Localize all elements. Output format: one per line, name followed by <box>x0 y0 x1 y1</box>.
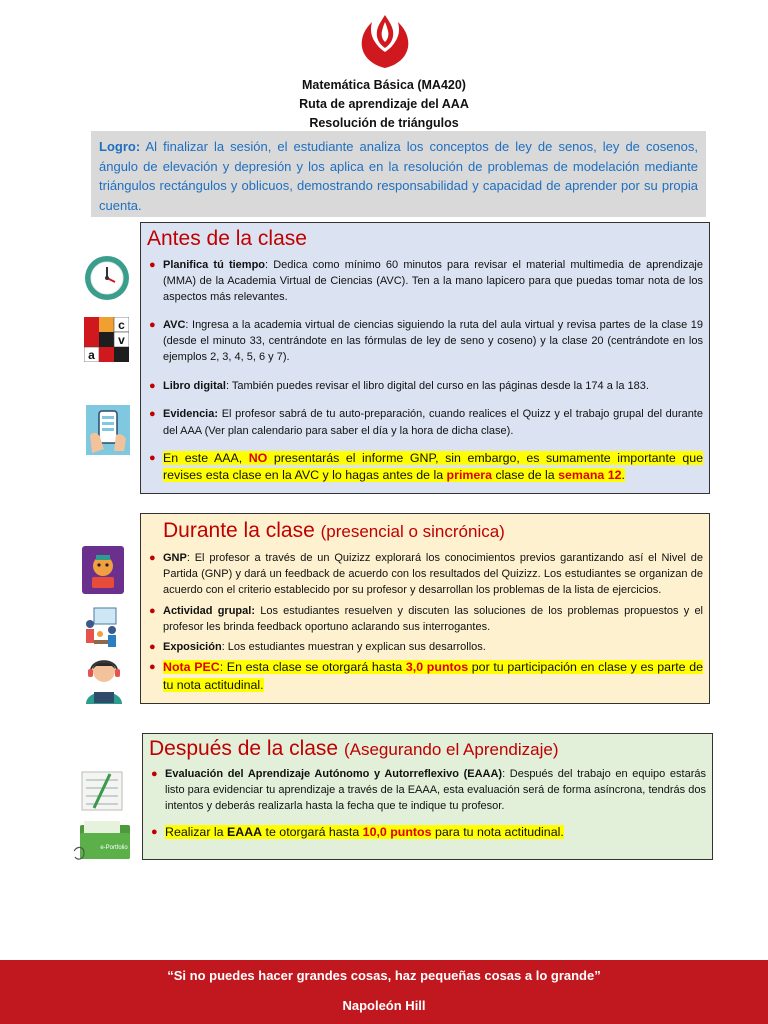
item-text: : Después del trabajo en equipo estarás listo para evidenciar tu aprendizaje a través de la EAAA, esta evaluación será de forma asíncrona, tendrás dos intentos y deberás realizarla hasta la fecha que te indique tu profesor. <box>165 768 706 813</box>
notebook-math-icon <box>80 770 124 812</box>
avc-logo-icon <box>84 317 129 362</box>
avc-letter-v: v <box>118 333 125 347</box>
route-title: Ruta de aprendizaje del AAA <box>299 97 469 111</box>
note-no: NO <box>248 450 268 465</box>
eportfolio-label: e-Portfolio <box>100 845 128 851</box>
avc-letter-a: a <box>88 348 95 362</box>
note-text: : En esta clase se otorgará hasta <box>219 660 406 675</box>
list-item: ● GNP: El profesor a través de un Quizizz explorará los conocimientos previos garantizando así el Nivel de Partida (GNP) y dará un feedback de acuerdo con los resultados del Quizizz. Los estudiantes se organizan de acuerdo con el criterio establecido por su profesor y desarrollan los problemas de la lista de ejercicios. <box>149 552 703 597</box>
phone-hand-icon <box>86 405 130 455</box>
note-text: presentarás el informe GNP, sin embargo, es sumamente importante que revises esta clase en la AVC y lo hagas antes de la <box>163 450 703 483</box>
avc-letter-c: c <box>118 318 125 332</box>
list-item: ● Evidencia: El profesor sabrá de tu auto-preparación, cuando realices el Quizz y el trabajo grupal del durante del AAA (Ver plan calendario para saber el día y la hora de dicha clase). <box>149 408 703 437</box>
durante-title: Durante la clase <box>163 519 315 542</box>
item-text: : También puedes revisar el libro digital del curso en las páginas desde la 174 a la 183. <box>225 380 649 393</box>
antes-note: ● En este AAA, NO presentarás el informe GNP, sin embargo, es sumamente importante que revises esta clase en la AVC y lo hagas antes de la primera clase de la semana 12. <box>149 450 703 483</box>
durante-panel <box>140 513 710 704</box>
note-label: Nota PEC <box>163 660 220 675</box>
logro-label: Logro: <box>99 139 141 154</box>
item-label: Planifica tú tiempo <box>163 259 266 271</box>
group-activity-icon <box>80 604 124 654</box>
course-title: Matemática Básica (MA420) <box>302 78 466 92</box>
note-points: 3,0 puntos <box>405 660 469 675</box>
item-text: El profesor sabrá de tu auto-preparación, cuando realices el Quizz y el trabajo grupal del durante del AAA (Ver plan calendario para saber el día y la hora de dicha clase). <box>163 408 703 437</box>
note-text: clase de la <box>492 468 559 483</box>
despues-title: Después de la clase <box>149 737 339 760</box>
note-points: 10,0 puntos <box>362 824 432 839</box>
note-text: te otorgará hasta <box>262 824 363 839</box>
eportfolio-folder-icon <box>74 819 131 861</box>
durante-list <box>147 550 703 694</box>
item-label: Evidencia: <box>163 408 219 421</box>
note-eaaa: EAAA <box>226 824 263 839</box>
antes-panel <box>140 222 710 494</box>
item-label: Exposición <box>163 641 222 654</box>
list-item: ● Exposición: Los estudiantes muestran y explican sus desarrollos. <box>149 641 486 654</box>
note-semana: semana 12 <box>558 468 622 483</box>
footer-band <box>0 960 768 1024</box>
antes-title: Antes de la clase <box>147 227 307 250</box>
durante-note: ● Nota PEC: En esta clase se otorgará hasta 3,0 puntos por tu participación en clase y es parte de tu nota actitudinal. <box>149 660 703 692</box>
item-text: : Ingresa a la academia virtual de ciencias siguiendo la ruta del aula virtual y revisa partes de la clase 19 (desde el minuto 33, centrándote en las fórmulas de ley de seno y coseno) y la clase 20 (centrándote en los ejemplos 2, 3, 4, 5, 6 y 7). <box>163 318 703 364</box>
note-text: Realizar la <box>165 824 227 839</box>
list-item: ● Libro digital: También puedes revisar el libro digital del curso en las páginas desde la 174 a la 183. <box>149 380 649 393</box>
item-label: Actividad grupal: <box>163 604 255 617</box>
despues-subtitle: (Asegurando el Aprendizaje) <box>343 740 559 759</box>
topic-title: Resolución de triángulos <box>309 116 459 130</box>
item-label: GNP <box>163 552 187 564</box>
note-primera: primera <box>446 468 493 483</box>
note-text: para tu nota actitudinal. <box>431 824 564 839</box>
student-headset-icon <box>82 656 126 704</box>
footer-quote: “Si no puedes hacer grandes cosas, haz pequeñas cosas a lo grande” <box>167 968 601 983</box>
despues-note: ● Realizar la EAAA te otorgará hasta 10,0 puntos para tu nota actitudinal. <box>151 824 564 839</box>
note-text: por tu participación en clase y es parte de tu nota actitudinal. <box>163 660 703 692</box>
clock-icon <box>84 255 130 301</box>
durante-subtitle: (presencial o sincrónica) <box>320 522 505 541</box>
logro-box <box>91 131 706 217</box>
item-label: Libro digital <box>163 380 226 393</box>
note-text: . <box>621 468 625 483</box>
logro-text: Al finalizar la sesión, el estudiante analiza los conceptos de ley de senos, ley de cosenos, ángulo de elevación y depresión y los aplica en la resolución de problemas de modelación mediante triángulos rectángulos y oblicuos, demostrando responsabilidad y capacidad de aprender por su propia cuenta. <box>99 139 698 213</box>
item-text: : Dedica como mínimo 60 minutos para revisar el material multimedia de aprendizaje (MMA) de la Academia Virtual de Ciencias (AVC). Ten a la mano lapicero para que puedas tomar nota de los aspectos más relevantes. <box>163 259 703 304</box>
list-item: ● AVC: Ingresa a la academia virtual de ciencias siguiendo la ruta del aula virtual y revisa partes de la clase 19 (desde el minuto 33, centrándote en las fórmulas de ley de seno y coseno) y la clase 20 (centrándote en los ejemplos 2, 3, 4, 5, 6 y 7). <box>149 318 703 364</box>
list-item: ● Evaluación del Aprendizaje Autónomo y Autorreflexivo (EAAA): Después del trabajo en equipo estarás listo para evidenciar tu aprendizaje a través de la EAAA, esta evaluación será de forma asíncrona, tendrás dos intentos y deberás realizarla hasta la fecha que te indique tu profesor. <box>151 768 706 813</box>
antes-list <box>147 257 703 485</box>
list-item: ● Actividad grupal: Los estudiantes resuelven y discuten las soluciones de los problemas propuestos y el profesor les brinda feedback oportuno aclarando sus interrogantes. <box>149 604 704 633</box>
despues-panel <box>142 733 713 860</box>
item-label: AVC <box>163 318 186 331</box>
footer-author: Napoleón Hill <box>342 998 426 1013</box>
item-text: : Los estudiantes muestran y explican sus desarrollos. <box>221 641 486 654</box>
university-logo <box>358 12 412 70</box>
list-item: ● Planifica tú tiempo: Dedica como mínimo 60 minutos para revisar el material multimedia de aprendizaje (MMA) de la Academia Virtual de Ciencias (AVC). Ten a la mano lapicero para que puedas tomar nota de los aspectos más relevantes. <box>149 259 703 304</box>
note-text: En este AAA, <box>163 450 249 465</box>
quiz-character-icon <box>82 546 124 594</box>
item-text: : El profesor a través de un Quizizz explorará los conocimientos previos garantizando así el Nivel de Partida (GNP) y dará un feedback de acuerdo con los resultados del Quizizz. Los estudiantes se organizan de acuerdo con el criterio establecido por su profesor y desarrollan los problemas de la lista de ejercicios. <box>163 552 703 597</box>
item-label: Evaluación del Aprendizaje Autónomo y Autorreflexivo (EAAA) <box>165 768 503 780</box>
despues-list <box>149 766 706 841</box>
item-text: Los estudiantes resuelven y discuten las soluciones de los problemas propuestos y el profesor les brinda feedback oportuno aclarando sus interrogantes. <box>163 604 704 633</box>
